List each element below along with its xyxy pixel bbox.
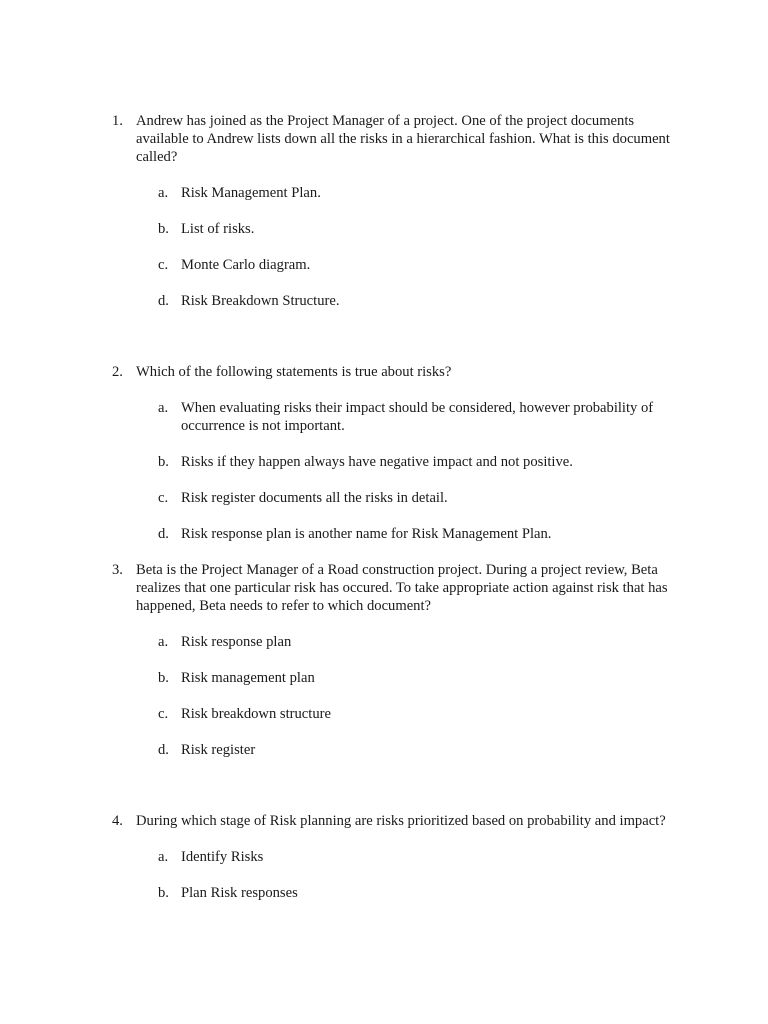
- option-letter: d.: [158, 742, 169, 758]
- option-letter: b.: [158, 670, 169, 686]
- question-4: [112, 812, 672, 920]
- option-text: Risk breakdown structure: [181, 706, 331, 722]
- option-letter: d.: [158, 526, 169, 542]
- option-text: Plan Risk responses: [181, 885, 298, 901]
- question-number: 3.: [112, 562, 123, 578]
- question-number: 2.: [112, 364, 123, 380]
- question-1: [112, 112, 672, 328]
- option-d: [158, 525, 672, 543]
- option-text: Risk Breakdown Structure.: [181, 293, 340, 309]
- question-text: During which stage of Risk planning are risks prioritized based on probability and impact?: [136, 813, 666, 829]
- option-c: [158, 705, 672, 723]
- option-letter: b.: [158, 885, 169, 901]
- option-letter: c.: [158, 257, 169, 273]
- option-letter: c.: [158, 706, 169, 722]
- question-text: Which of the following statements is true about risks?: [136, 364, 452, 380]
- question-2: [112, 363, 672, 561]
- option-b: [158, 669, 672, 687]
- option-text: Risks if they happen always have negative impact and not positive.: [181, 454, 573, 470]
- option-list: [112, 184, 672, 310]
- option-list: [112, 848, 672, 902]
- option-letter: b.: [158, 221, 169, 237]
- option-text: Risk register documents all the risks in detail.: [181, 490, 448, 506]
- option-letter: a.: [158, 634, 169, 650]
- option-a: [158, 848, 672, 866]
- question-text: Andrew has joined as the Project Manager of a project. One of the project documents available to Andrew lists down all the risks in a hierarchical fashion. What is this document called?: [136, 113, 670, 165]
- option-text: List of risks.: [181, 221, 255, 237]
- option-text: Risk register: [181, 742, 256, 758]
- option-d: [158, 292, 672, 310]
- option-c: [158, 256, 672, 274]
- option-c: [158, 489, 672, 507]
- option-letter: a.: [158, 400, 169, 416]
- option-text: When evaluating risks their impact should be considered, however probability of occurrence is not important.: [181, 400, 654, 434]
- option-letter: c.: [158, 490, 169, 506]
- option-a: [158, 633, 672, 651]
- question-number: 4.: [112, 813, 123, 829]
- option-letter: d.: [158, 293, 169, 309]
- option-letter: b.: [158, 454, 169, 470]
- option-a: [158, 399, 672, 435]
- option-list: [112, 633, 672, 759]
- option-b: [158, 884, 672, 902]
- option-a: [158, 184, 672, 202]
- question-text: Beta is the Project Manager of a Road construction project. During a project review, Beta realizes that one particular risk has occured. To take appropriate action against risk that has happened, Beta needs to refer to which document?: [136, 562, 668, 614]
- option-list: [112, 399, 672, 543]
- option-text: Monte Carlo diagram.: [181, 257, 311, 273]
- option-b: [158, 220, 672, 238]
- option-d: [158, 741, 672, 759]
- option-letter: a.: [158, 849, 169, 865]
- option-text: Risk Management Plan.: [181, 185, 321, 201]
- question-number: 1.: [112, 113, 123, 129]
- option-text: Risk response plan: [181, 634, 292, 650]
- option-b: [158, 453, 672, 471]
- option-text: Risk management plan: [181, 670, 315, 686]
- option-text: Identify Risks: [181, 849, 264, 865]
- option-letter: a.: [158, 185, 169, 201]
- question-3: [112, 561, 672, 777]
- option-text: Risk response plan is another name for Risk Management Plan.: [181, 526, 552, 542]
